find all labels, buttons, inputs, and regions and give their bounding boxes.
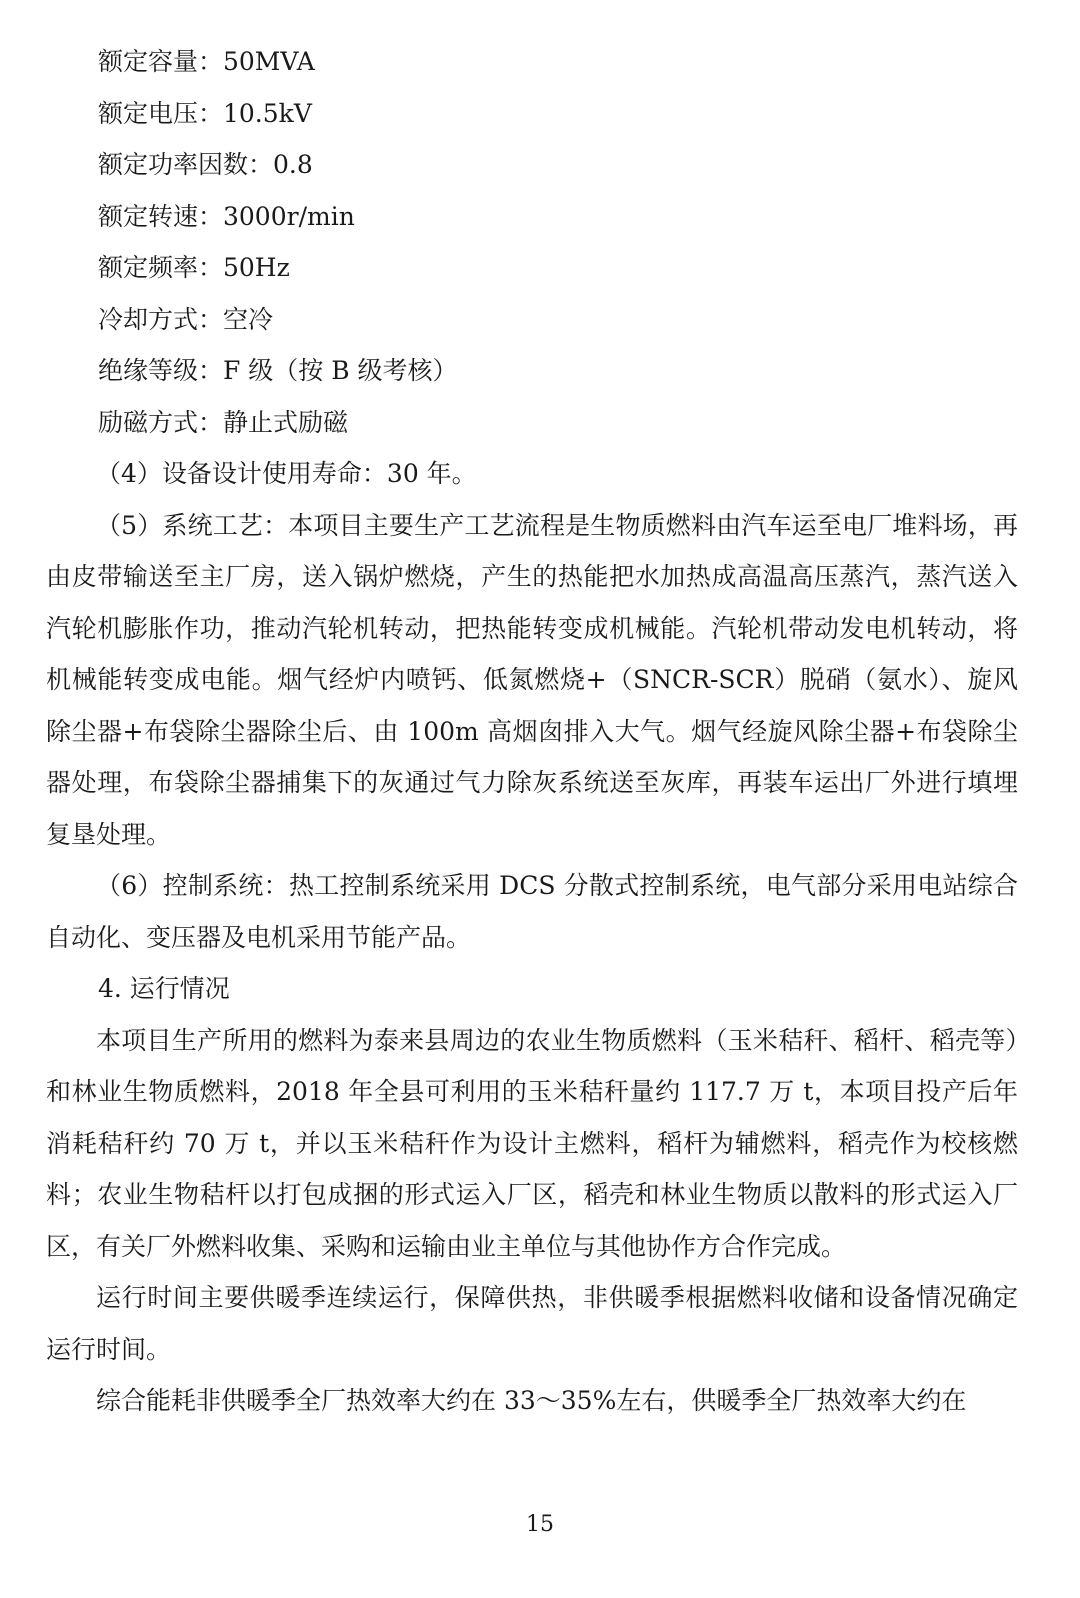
generator-spec-list <box>98 36 1038 448</box>
paragraph-energy: 综合能耗非供暖季全厂热效率大约在 33～35%左右，供暖季全厂热效率大约在 <box>96 1386 967 1415</box>
paragraph-fuel: 本项目生产所用的燃料为泰来县周边的农业生物质燃料（玉米秸秆、稻杆、稻壳等）和林业生物质燃料，2018 年全县可利用的玉米秸秆量约 117.7 万 t，本项目投产后年消耗秸秆约 70 万 t，并以玉米秸秆作为设计主燃料，稻杆为辅燃料，稻壳作为校核燃料；农业生物秸杆以打包成捆的形式运入厂区，稻壳和林业生物质以散料的形式运入厂区，有关厂外燃料收集、采购和运输由业主单位与其他协作方合作完成。 <box>46 1025 1018 1261</box>
body-text <box>46 448 1018 1427</box>
spec-insulation-class: 绝缘等级：F 级（按 B 级考核） <box>98 356 458 385</box>
spec-excitation-method: 励磁方式：静止式励磁 <box>98 407 349 437</box>
spec-rated-frequency: 额定频率：50Hz <box>98 253 290 282</box>
paragraph-system-process: （5）系统工艺：本项目主要生产工艺流程是生物质燃料由汽车运至电厂堆料场，再由皮带输送至主厂房，送入锅炉燃烧，产生的热能把水加热成高温高压蒸汽，蒸汽送入汽轮机膨胀作功，推动汽轮机转动，把热能转变成机械能。汽轮机带动发电机转动，将机械能转变成电能。烟气经炉内喷钙、低氮燃烧+（SNCR-SCR）脱硝（氨水）、旋风除尘器+布袋除尘器除尘后、由 100m 高烟囱排入大气。烟气经旋风除尘器+布袋除尘器处理，布袋除尘器捕集下的灰通过气力除灰系统送至灰库，再装车运出厂外进行填埋复垦处理。 <box>46 510 1018 849</box>
page-number: 15 <box>526 1512 554 1537</box>
spec-rated-speed: 额定转速：3000r/min <box>98 201 355 231</box>
spec-rated-capacity: 额定容量：50MVA <box>98 47 315 76</box>
paragraph-design-life: （4）设备设计使用寿命：30 年。 <box>96 459 477 488</box>
spec-cooling-method: 冷却方式：空冷 <box>98 304 274 334</box>
paragraph-runtime: 运行时间主要供暖季连续运行，保障供热，非供暖季根据燃料收储和设备情况确定运行时间。 <box>46 1283 1018 1364</box>
spec-rated-voltage: 额定电压：10.5kV <box>98 98 312 128</box>
spec-power-factor: 额定功率因数：0.8 <box>98 150 313 179</box>
section-heading-operation: 4. 运行情况 <box>98 974 230 1003</box>
paragraph-control-system: （6）控制系统：热工控制系统采用 DCS 分散式控制系统，电气部分采用电站综合自动化、变压器及电机采用节能产品。 <box>46 871 1018 952</box>
